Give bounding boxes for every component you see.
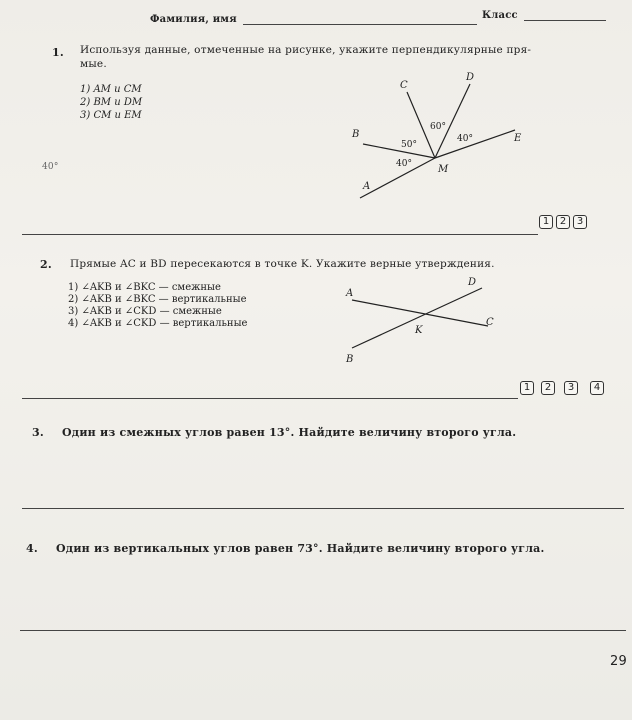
point-D: D [466, 72, 475, 83]
task3-text: Один из смежных углов равен 13°. Найдите величину второго угла. [62, 426, 517, 439]
task2-option-4: 4) ∠AKB и ∠CKD — вертикальные [68, 318, 248, 329]
task1-margin-note: 40° [42, 162, 59, 172]
point-M: M [438, 164, 449, 175]
point-C2: C [486, 317, 494, 328]
point-A2: A [346, 288, 354, 299]
point-K: K [415, 325, 423, 336]
task2-answer-box-3[interactable]: 3 [564, 381, 578, 395]
task4-text: Один из вертикальных углов равен 73°. Найдите величину второго угла. [56, 542, 545, 555]
task2-text: Прямые AC и BD пересекаются в точке K. Укажите верные утверждения. [70, 258, 495, 270]
task1-answer-box-2[interactable]: 2 [556, 215, 570, 229]
task2-answer-box-2[interactable]: 2 [541, 381, 555, 395]
task4-number: 4. [26, 542, 38, 555]
angle-50: 50° [401, 140, 417, 150]
task2-answer-line [22, 398, 518, 399]
point-B: B [352, 129, 360, 140]
task2-option-2: 2) ∠AKB и ∠BKC — вертикальные [68, 294, 247, 305]
task1-option-2: 2) BM и DM [80, 97, 143, 108]
task2-option-3: 3) ∠AKB и ∠CKD — смежные [68, 306, 222, 317]
task1-text-line1: Используя данные, отмеченные на рисунке, укажите перпендикулярные пря- [80, 44, 532, 56]
task1-number: 1. [52, 46, 64, 59]
point-C: C [400, 80, 408, 91]
angle-60: 60° [430, 122, 446, 132]
task2-answer-box-4[interactable]: 4 [590, 381, 604, 395]
line-BD [352, 288, 482, 348]
name-label: Фамилия, имя [150, 14, 237, 25]
point-D2: D [468, 277, 477, 288]
class-label: Класс [482, 10, 518, 21]
task2-number: 2. [40, 258, 52, 271]
task1-option-1: 1) AM и CM [80, 84, 142, 95]
angle-40-left: 40° [396, 159, 412, 169]
task2-option-1: 1) ∠AKB и ∠BKC — смежные [68, 282, 221, 293]
line-AC [352, 300, 488, 326]
task2-answer-box-1[interactable]: 1 [520, 381, 534, 395]
point-E: E [514, 133, 522, 144]
task3-answer-line [22, 508, 624, 509]
page-number: 29 [610, 654, 627, 669]
angle-40-right: 40° [457, 134, 473, 144]
task1-answer-box-3[interactable]: 3 [573, 215, 587, 229]
point-B2: B [346, 354, 354, 365]
point-A: A [363, 181, 371, 192]
task1-option-3: 3) CM и EM [80, 110, 142, 121]
task1-answer-box-1[interactable]: 1 [539, 215, 553, 229]
task3-number: 3. [32, 426, 44, 439]
task4-answer-line [20, 630, 626, 631]
task1-text-line2: мые. [80, 58, 107, 70]
